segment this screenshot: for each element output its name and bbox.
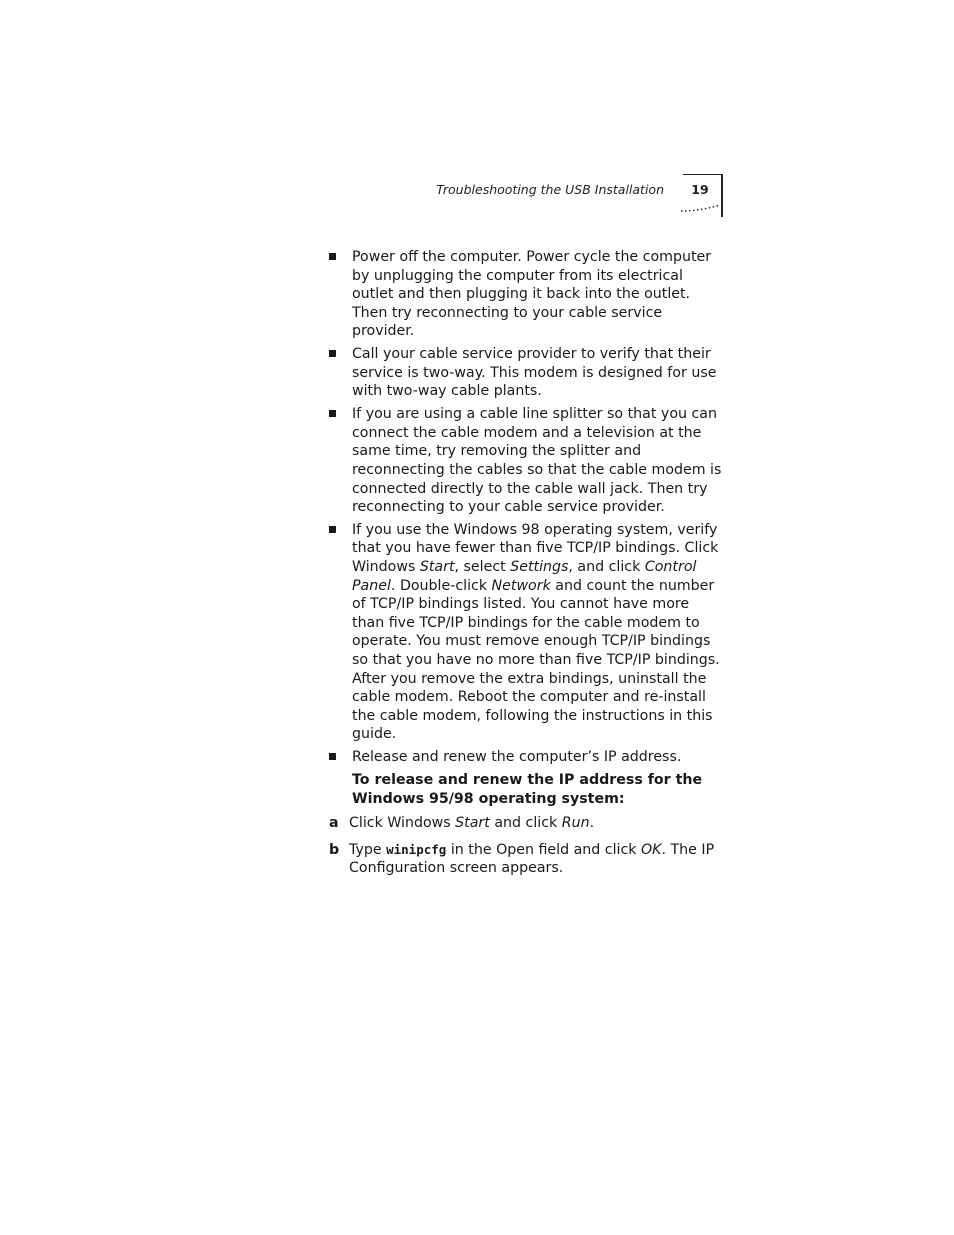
ui-term-ok: OK — [641, 841, 662, 858]
procedure-step — [329, 841, 724, 878]
text-run: and click — [489, 815, 562, 832]
text-run: and count the number of TCP/IP bindings listed. You cannot have more than five TCP/IP bindings for the cable modem to operate. You must remove enough TCP/IP bindings so that you have no more than five TCP/IP bindings. After you remove the extra bindings, uninstall the cable modem. Reboot the computer and re-install the cable modem, following the instructions in this guide. — [352, 577, 720, 743]
text-run: , select — [454, 559, 511, 576]
bullet-square-icon — [329, 253, 336, 260]
bullet-square-icon — [329, 410, 336, 417]
procedure-heading: To release and renew the IP address for the Windows 95/98 operating system: — [352, 771, 703, 807]
folio-dotted-curve — [680, 200, 724, 214]
step-text — [349, 842, 714, 877]
text-run: Click Windows — [349, 815, 456, 832]
list-item — [329, 521, 724, 744]
text-run: , and click — [568, 559, 645, 576]
step-text — [349, 815, 594, 831]
running-head: Troubleshooting the USB Installation — [436, 182, 664, 197]
list-item — [329, 748, 724, 767]
text-run: . — [589, 815, 595, 832]
list-item-text: If you are using a cable line splitter so that you can connect the cable modem and a television at the same time, try removing the splitter and reconnecting the cables so that the cable modem is connected directly to the cable wall jack. Then try reconnecting to your cable service provider. — [352, 406, 722, 516]
text-run: . Double-click — [390, 577, 492, 594]
ui-term-control-panel: Control Panel — [352, 559, 697, 594]
command-code: winipcfg — [386, 841, 447, 857]
folio-top-rule — [683, 174, 723, 175]
ui-term-network: Network — [491, 577, 551, 594]
body-content — [329, 248, 724, 886]
ui-term-settings: Settings — [510, 559, 569, 576]
list-item-text — [352, 522, 720, 743]
ui-term-start: Start — [419, 559, 455, 576]
list-item — [329, 248, 724, 341]
ui-term-start: Start — [455, 815, 490, 832]
list-item-text: Call your cable service provider to verify that their service is two-way. This modem is designed for use with two-way cable plants. — [352, 346, 717, 400]
ui-term-run: Run — [561, 815, 590, 832]
step-letter: a — [329, 815, 339, 832]
text-run: . The IP Configuration screen appears. — [349, 841, 715, 877]
step-letter: b — [329, 841, 340, 858]
text-run: in the Open field and click — [446, 841, 642, 858]
list-item — [329, 405, 724, 517]
bullet-square-icon — [329, 753, 336, 760]
procedure-step — [329, 814, 724, 833]
page-number: 19 — [691, 182, 709, 197]
list-item-text: Power off the computer. Power cycle the computer by unplugging the computer from its electrical outlet and then plugging it back into the outlet. Then try reconnecting to your cable service provider. — [352, 249, 712, 340]
bullet-square-icon — [329, 526, 336, 533]
text-run: Type — [349, 841, 387, 858]
bullet-square-icon — [329, 350, 336, 357]
list-item-text: Release and renew the computer’s IP address. — [352, 749, 682, 766]
list-item — [329, 345, 724, 401]
text-run: If you use the Windows 98 operating system, verify that you have fewer than five TCP/IP bindings. Click Windows — [352, 521, 719, 576]
